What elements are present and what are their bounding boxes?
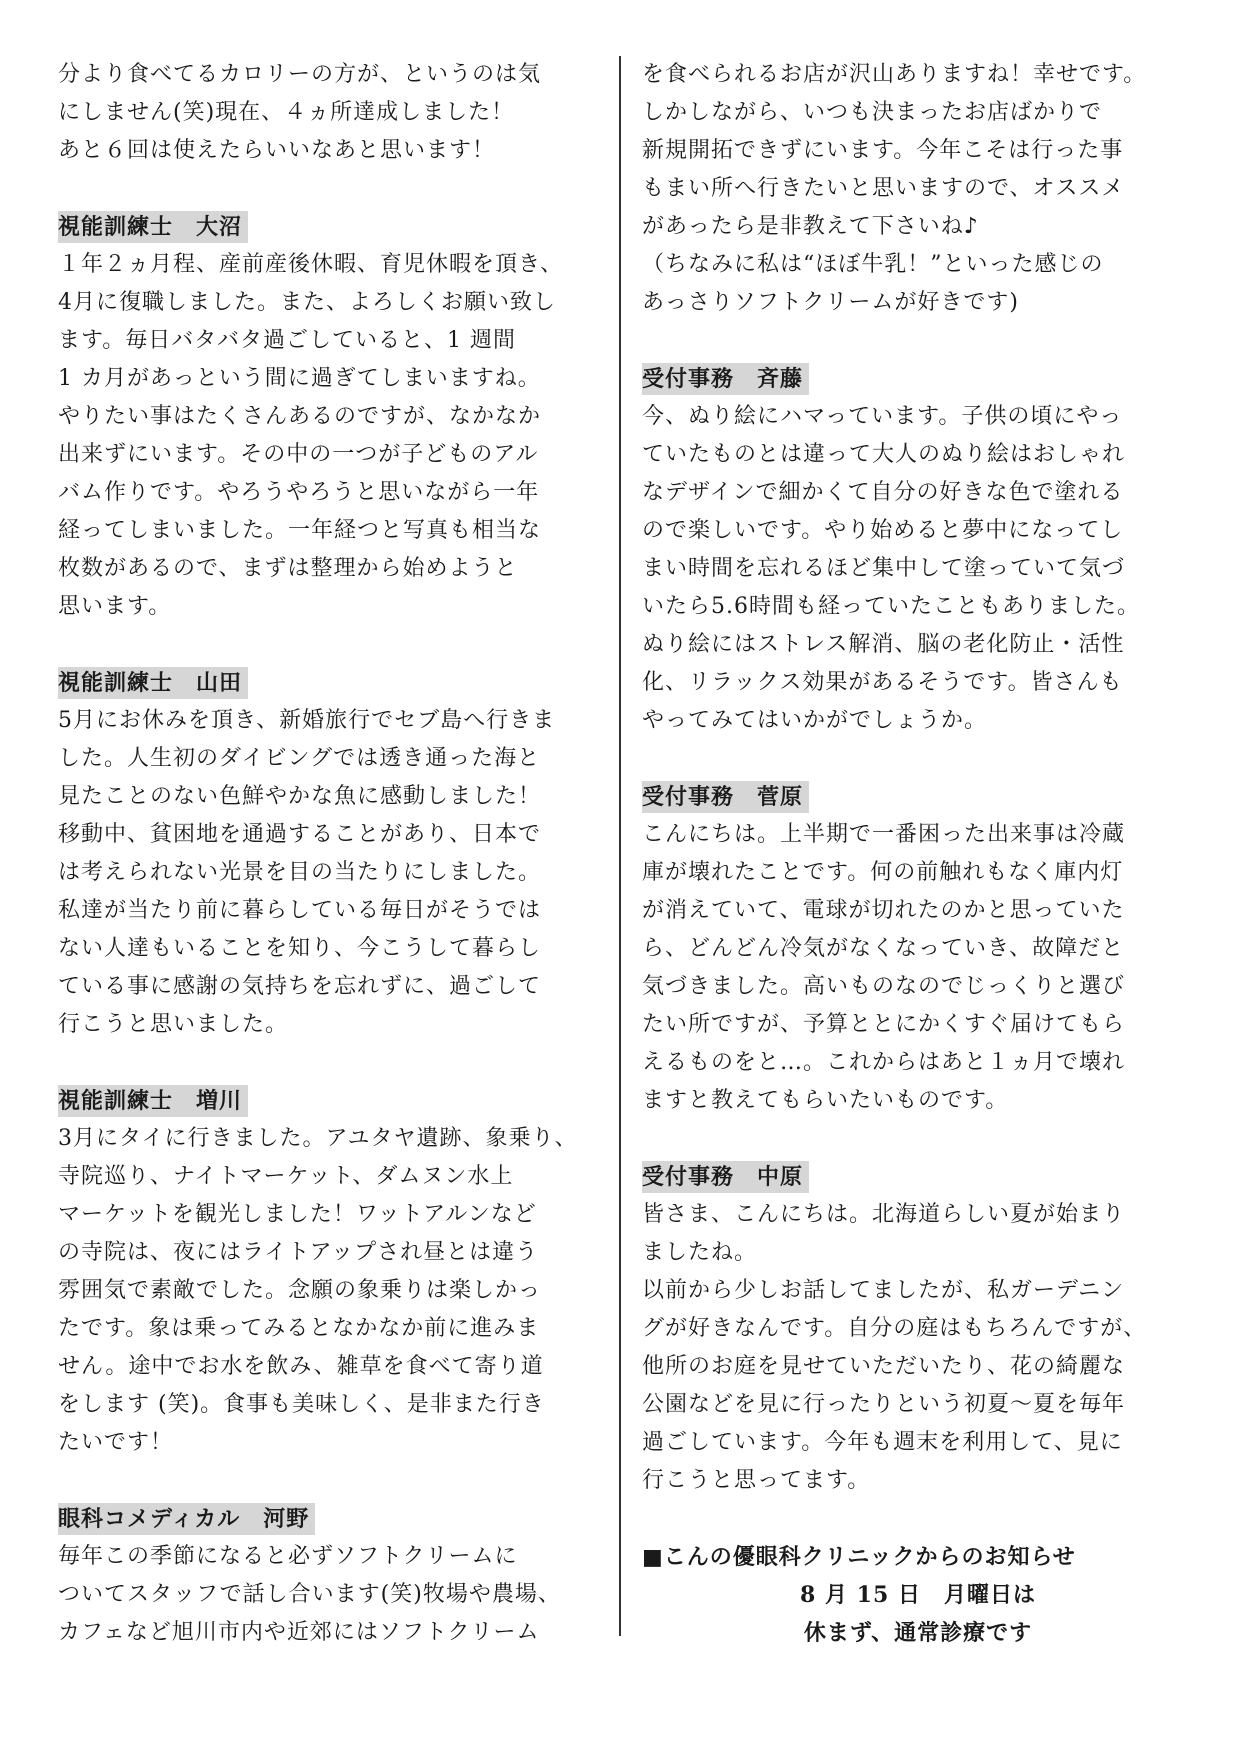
spacer (642, 740, 1194, 778)
section-sugawara (642, 778, 1194, 1120)
text-line: 思います。 (58, 594, 172, 619)
text-line: 気づきました。高いものなのでじっくりと選び (642, 974, 1126, 999)
text-line: 行こうと思ってます。 (642, 1468, 871, 1493)
text-line: ついてスタッフで話し合います(笑)牧場や農場、 (58, 1582, 561, 1607)
text-line: （ちなみに私は“ほぼ牛乳！”といった感じの (642, 252, 1104, 277)
text-line: 枚数があるので、まずは整理から始めようと (58, 556, 518, 581)
spacer (642, 1500, 1194, 1538)
text-line: あと６回は使えたらいいなあと思います！ (58, 138, 496, 163)
text-line: やってみてはいかがでしょうか。 (642, 708, 988, 733)
text-line: マーケットを観光しました！ワットアルンなど (58, 1202, 537, 1227)
text-line: カフェなど旭川市内や近郊にはソフトクリーム (58, 1620, 540, 1645)
text-line: 庫が壊れたことです。何の前触れもなく庫内灯 (642, 860, 1124, 885)
text-line: ますと教えてもらいたいものです。 (642, 1088, 1009, 1113)
text-line: バム作りです。やろうやろうと思いながら一年 (58, 480, 540, 505)
section-heading: 視能訓練士 山田 (58, 667, 248, 699)
section-onuma (58, 208, 606, 626)
section-masukawa (58, 1082, 606, 1462)
section-heading: 受付事務 斉藤 (642, 363, 809, 395)
left-column (58, 56, 606, 1652)
column-divider (619, 56, 621, 1636)
text-line: 化、リラックス効果があるそうです。皆さんも (642, 670, 1123, 695)
text-line: ない人達もいることを知り、今こうして暮らし (58, 936, 542, 961)
text-line: １年２ヵ月程、産前産後休暇、育児休暇を頂き、 (58, 252, 564, 277)
text-line: 経ってしまいました。一年経つと写真も相当な (58, 518, 542, 543)
text-line: 今、ぬり絵にハマっています。子供の頃にやっ (642, 404, 1123, 429)
text-line: えるものをと…。これからはあと１ヵ月で壊れ (642, 1050, 1126, 1075)
text-line: ら、どんどん冷気がなくなっていき、故障だと (642, 936, 1125, 961)
text-line: いたら5.6時間も経っていたこともありました。 (642, 594, 1140, 619)
text-line: せん。途中でお水を飲み、雑草を食べて寄り道 (58, 1354, 544, 1379)
text-line: 出来ずにいます。その中の一つが子どものアル (58, 442, 539, 467)
text-line: やりたい事はたくさんあるのですが、なかなか (58, 404, 542, 429)
section-yamada (58, 664, 606, 1044)
text-line: もまい所へ行きたいと思いますので、オススメ (642, 176, 1125, 201)
text-line: 雰囲気で素敵でした。念願の象乗りは楽しかっ (58, 1278, 542, 1303)
text-line: 5月にお休みを頂き、新婚旅行でセブ島へ行きま (58, 708, 556, 733)
text-line: 新規開拓できずにいます。今年こそは行った事 (642, 138, 1124, 163)
section-saito (642, 360, 1194, 740)
spacer (58, 1462, 606, 1500)
text-line: グが好きなんです。自分の庭はもちろんですが、 (642, 1316, 1147, 1341)
section-heading: 受付事務 中原 (642, 1161, 809, 1193)
text-line: 以前から少しお話してましたが、私ガーデニン (642, 1278, 1125, 1303)
text-line: にしません(笑)現在、４ヵ所達成しました！ (58, 100, 515, 125)
text-line: 移動中、貧困地を通過することがあり、日本で (58, 822, 542, 847)
notice-date: 8 月 15 日 月曜日は (800, 1582, 1036, 1608)
text-line: ので楽しいです。やり始めると夢中になってし (642, 518, 1124, 543)
text-line: ていたものとは違って大人のぬり絵はおしゃれ (642, 442, 1126, 467)
notice-detail: 休まず、通常診療です (803, 1620, 1033, 1646)
text-line: 見たことのない色鮮やかな魚に感動しました！ (58, 784, 542, 809)
text-line: は考えられない光景を目の当たりにしました。 (58, 860, 542, 885)
text-line: 私達が当たり前に暮らしている毎日がそうでは (58, 898, 542, 923)
text-line: 1 カ月があっという間に過ぎてしまいますね。 (58, 366, 541, 391)
right-intro (642, 56, 1194, 322)
section-nakahara (642, 1158, 1194, 1500)
text-line: 過ごしています。今年も週末を利用して、見に (642, 1430, 1123, 1455)
text-line: まい時間を忘れるほど集中して塗っていて気づ (642, 556, 1126, 581)
text-line: なデザインで細かくて自分の好きな色で塗れる (642, 480, 1124, 505)
section-heading: 受付事務 菅原 (642, 781, 809, 813)
right-column (642, 56, 1194, 1652)
text-line: 公園などを見に行ったりという初夏～夏を毎年 (642, 1392, 1126, 1417)
text-line: した。人生初のダイビングでは透き通った海と (58, 746, 541, 771)
text-line: ましたね。 (642, 1240, 758, 1265)
text-line: を食べられるお店が沢山ありますね！幸せです。 (642, 62, 1147, 87)
spacer (58, 1044, 606, 1082)
text-line: 他所のお庭を見せていただいたり、花の綺麗な (642, 1354, 1126, 1379)
text-line: をします (笑)。食事も美味しく、是非また行き (58, 1392, 545, 1417)
text-line: ます。毎日バタバタ過ごしていると、1 週間 (58, 328, 517, 353)
left-intro (58, 56, 606, 170)
section-heading: 視能訓練士 増川 (58, 1085, 248, 1117)
text-line: ている事に感謝の気持ちを忘れずに、過ごして (58, 974, 542, 999)
text-line: 分より食べてるカロリーの方が、というのは気 (58, 62, 542, 87)
text-line: 寺院巡り、ナイトマーケット、ダムヌン水上 (58, 1164, 514, 1189)
spacer (642, 322, 1194, 360)
text-line: があったら是非教えて下さいね♪ (642, 214, 979, 239)
text-line: 3月にタイに行きました。アユタヤ遺跡、象乗り、 (58, 1126, 578, 1151)
text-line: 4月に復職しました。また、よろしくお願い致し (58, 290, 556, 315)
clinic-notice (642, 1538, 1194, 1652)
text-line: こんにちは。上半期で一番困った出来事は冷蔵 (642, 822, 1126, 847)
section-kawano (58, 1500, 606, 1652)
spacer (58, 170, 606, 208)
text-line: が消えていて、電球が切れたのかと思っていた (642, 898, 1125, 923)
text-line: しかしながら、いつも決まったお店ばかりで (642, 100, 1103, 125)
text-line: たです。象は乗ってみるとなかなか前に進みま (58, 1316, 540, 1341)
text-line: たいです！ (58, 1430, 174, 1455)
spacer (642, 1120, 1194, 1158)
text-line: 皆さま、こんにちは。北海道らしい夏が始まり (642, 1202, 1126, 1227)
section-heading: 視能訓練士 大沼 (58, 211, 248, 243)
text-line: 行こうと思いました。 (58, 1012, 289, 1037)
section-heading: 眼科コメディカル 河野 (58, 1503, 315, 1535)
text-line: ぬり絵にはストレス解消、脳の老化防止・活性 (642, 632, 1125, 657)
text-line: たい所ですが、予算ととにかくすぐ届けてもら (642, 1012, 1126, 1037)
text-line: あっさりソフトクリームが好きです) (642, 290, 1019, 315)
spacer (58, 626, 606, 664)
text-line: 毎年この季節になると必ずソフトクリームに (58, 1544, 518, 1569)
notice-heading: ■こんの優眼科クリニックからのお知らせ (642, 1544, 1076, 1570)
text-line: の寺院は、夜にはライトアップされ昼とは違う (58, 1240, 539, 1265)
